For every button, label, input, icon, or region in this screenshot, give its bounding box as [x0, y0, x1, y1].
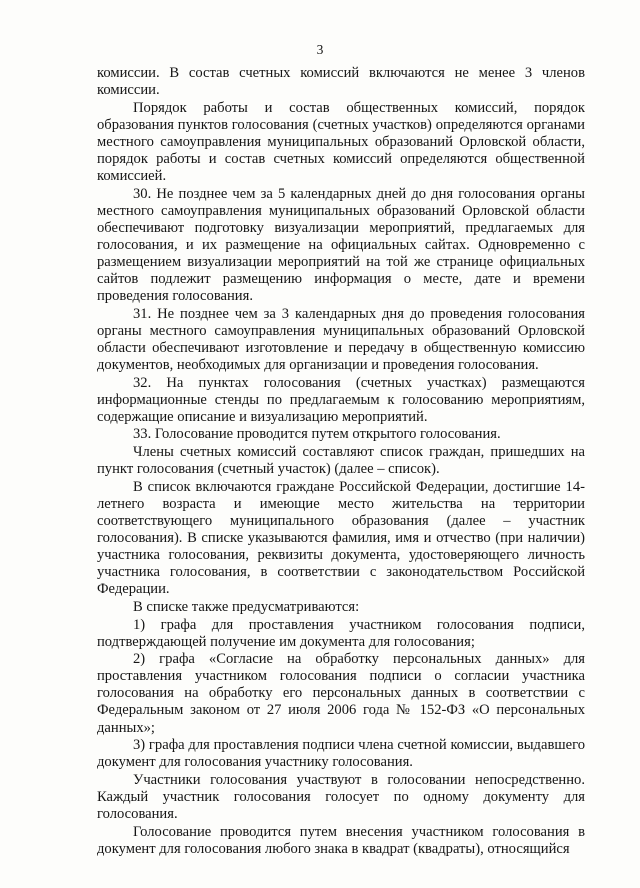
paragraph: В список включаются граждане Российской Федерации, достигшие 14-летнего возраста и имеющие место жительства на территории соответствующего муниципального образования (далее – участник голосования). В списке указываются фамилия, имя и отчество (при наличии) участника голосования, реквизиты документа, удостоверяющего личность участника голосования, в соответствии с законодательством Российской Федерации. [97, 478, 585, 598]
paragraph: 30. Не позднее чем за 5 календарных дней до дня голосования органы местного самоуправления муниципальных образований Орловской области обеспечивают подготовку визуализации мероприятий, предлагаемых для голосования, и их размещение на официальных сайтах. Одновременно с размещением визуализации мероприятий на той же странице официальных сайтов подлежит размещению информация о месте, дате и времени проведения голосования. [97, 185, 585, 305]
paragraph: 33. Голосование проводится путем открытого голосования. [133, 426, 501, 443]
paragraph: 32. На пунктах голосования (счетных участках) размещаются информационные стенды по предлагаемым к голосованию мероприятиям, содержащие описание и визуализацию мероприятий. [97, 374, 585, 425]
paragraph: 1) графа для проставления участником голосования подписи, подтверждающей получение им документа для голосования; [97, 616, 585, 650]
paragraph: 2) графа «Согласие на обработку персональных данных» для проставления участником голосования подписи о согласии участника голосования на обработку его персональных данных в соответствии с Федеральным законом от 27 июля 2006 года № 152-ФЗ «О персональных данных»; [97, 651, 585, 736]
paragraph: комиссии. В состав счетных комиссий включаются не менее 3 членов комиссии. [97, 65, 585, 99]
document-body [97, 65, 585, 858]
paragraph: Голосование проводится путем внесения участником голосования в документ для голосования любого знака в квадрат (квадраты), относящийся [97, 823, 585, 857]
paragraph: 31. Не позднее чем за 3 календарных дня до проведения голосования органы местного самоуправления муниципальных образований Орловской области обеспечивают изготовление и передачу в общественную комиссию документов, необходимых для организации и проведения голосования. [97, 305, 585, 374]
page-number: 3 [316, 42, 324, 57]
paragraph: В списке также предусматриваются: [133, 598, 360, 615]
paragraph: Порядок работы и состав общественных комиссий, порядок образования пунктов голосования (счетных участков) определяются органами местного самоуправления муниципальных образований Орловской области, порядок работы и состав счетных комиссий определяются общественной комиссией. [97, 99, 585, 185]
paragraph: 3) графа для проставления подписи члена счетной комиссии, выдавшего документ для голосования участнику голосования. [97, 737, 585, 771]
paragraph: Участники голосования участвуют в голосовании непосредственно. Каждый участник голосования голосует по одному документу для голосования. [97, 771, 585, 823]
paragraph: Члены счетных комиссий составляют список граждан, пришедших на пункт голосования (счетный участок) (далее – список). [97, 444, 585, 478]
